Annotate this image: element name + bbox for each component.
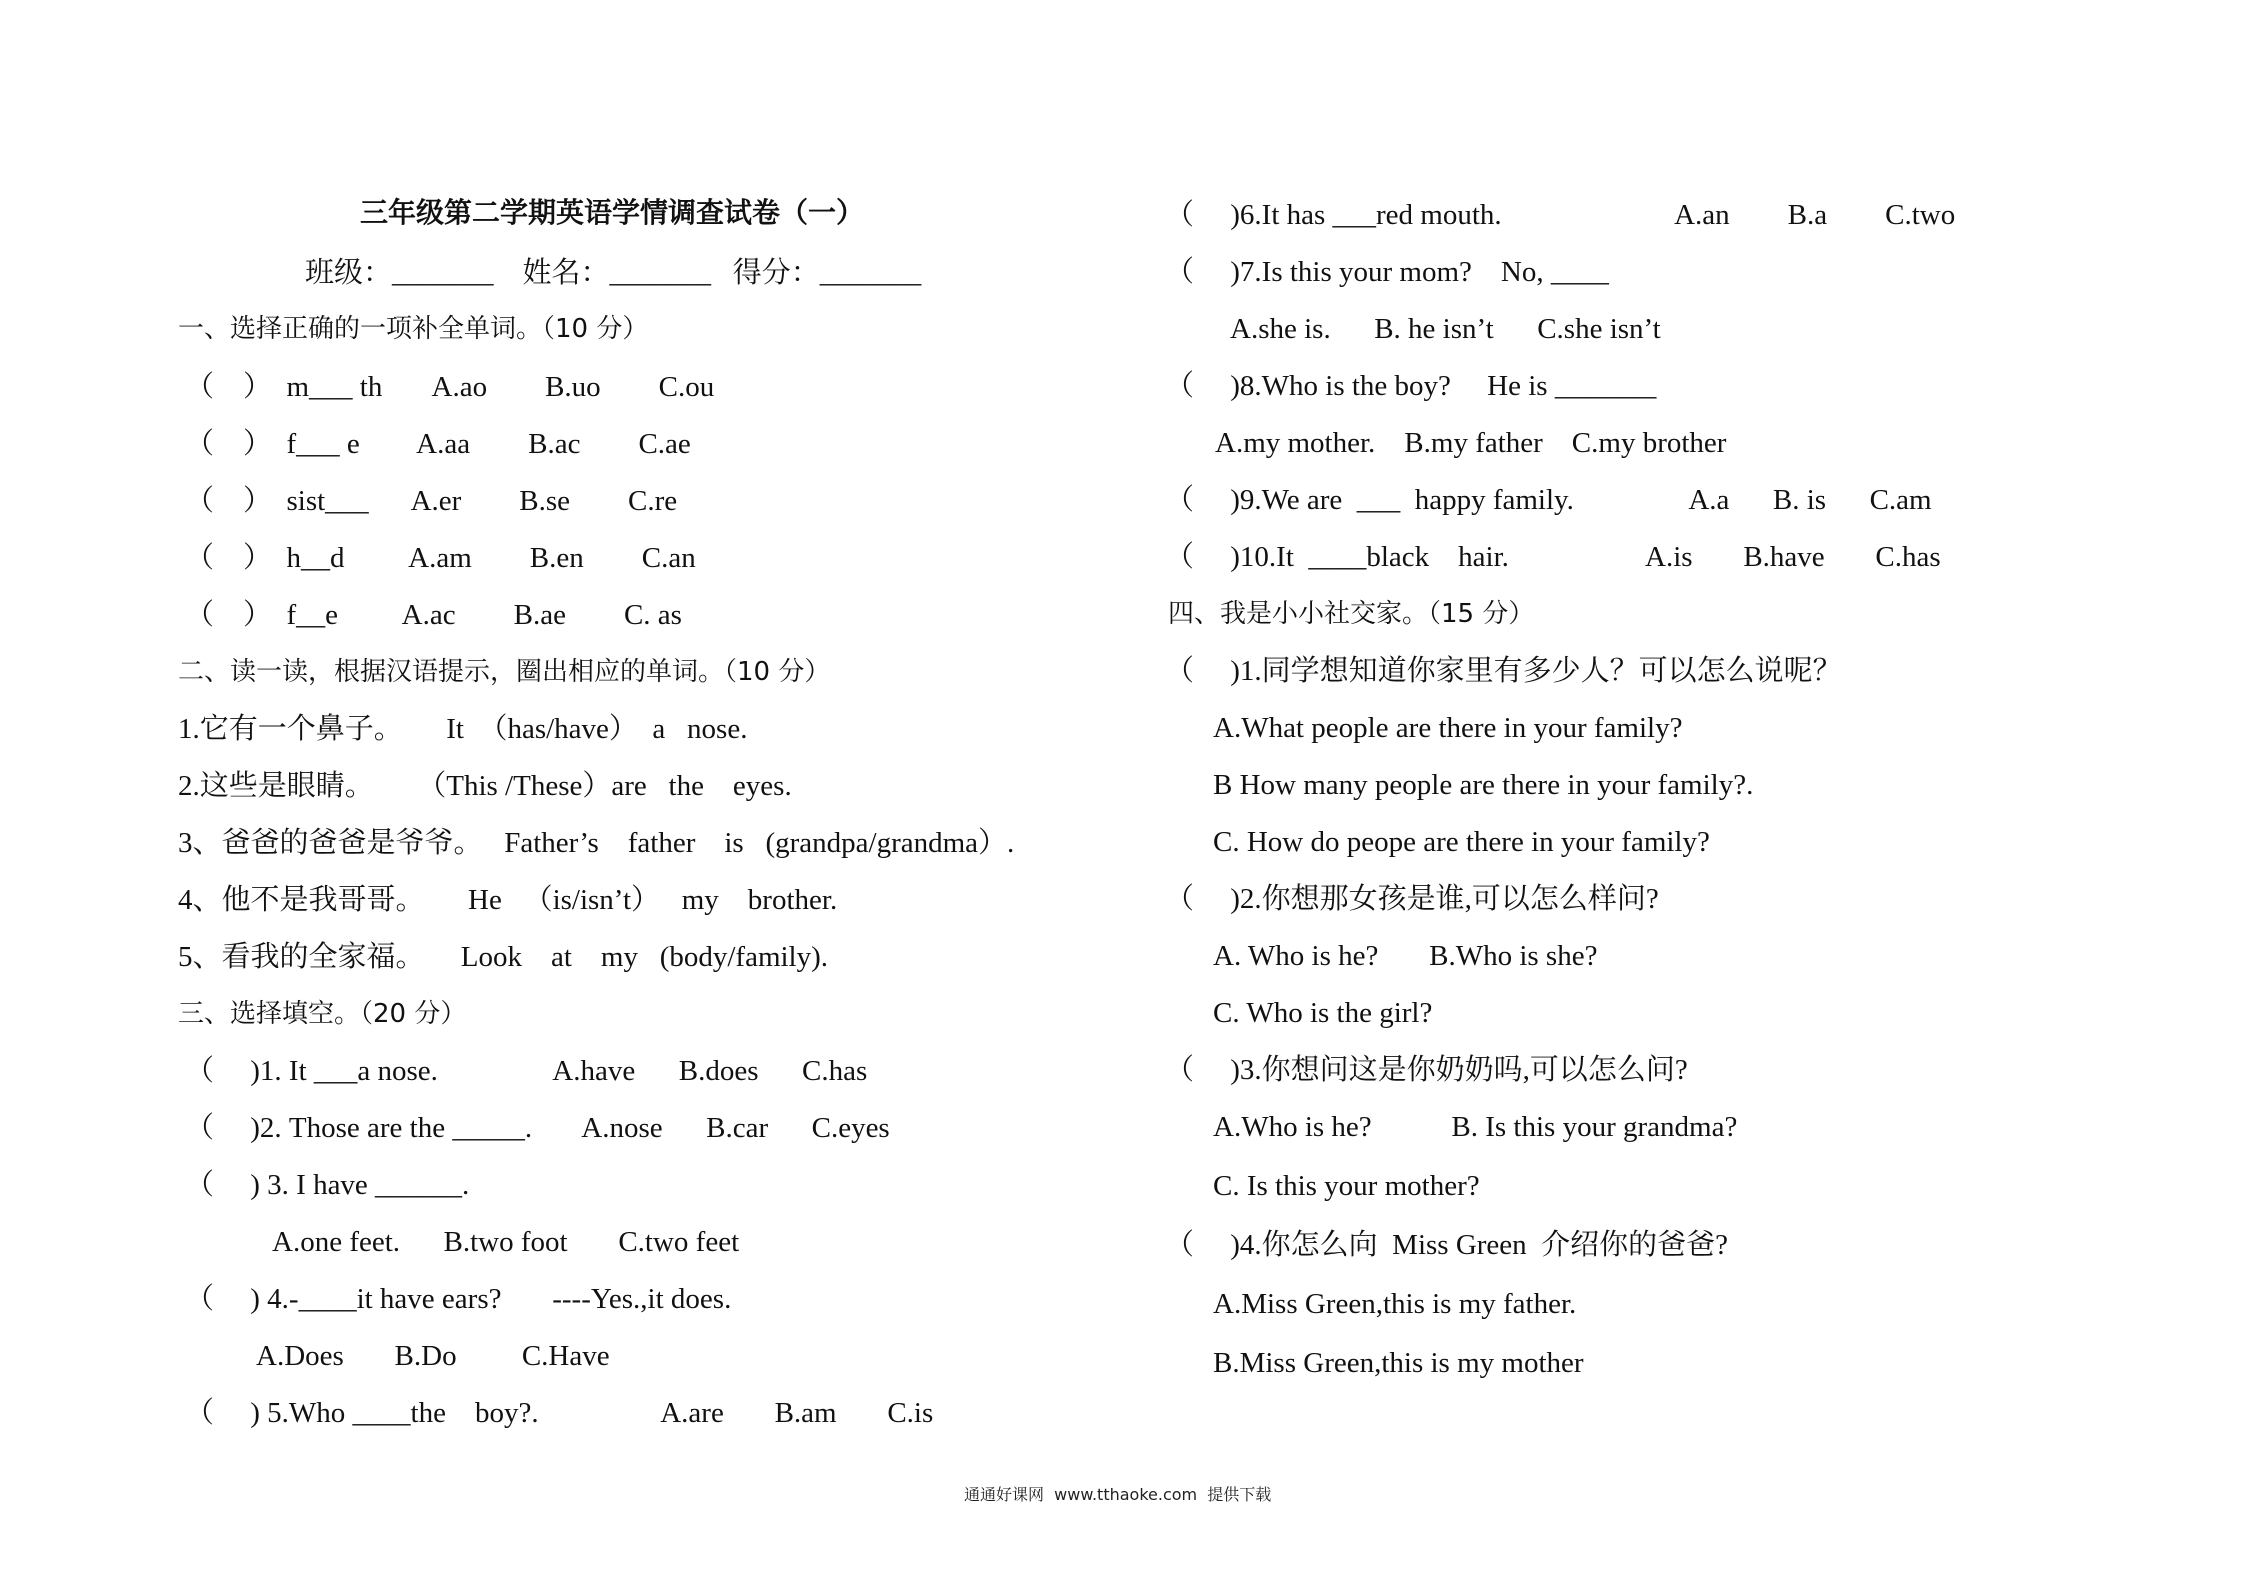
question-item: （ )10.It ____black hair. A.is B.have C.has [1165,541,1941,573]
question-item: （ ） f___ e A.aa B.ac C.ae [185,428,691,460]
section1-heading: 一、选择正确的一项补全单词。（10 分） [178,314,649,344]
question-item: （ ） h__d A.am B.en C.an [185,542,696,574]
question-item: （ )9.We are ___ happy family. A.a B. is C.am [1165,484,1932,516]
question-item: （ ) 3. I have ______. [185,1169,470,1201]
question-item: （ )1. It ___a nose. A.have B.does C.has [185,1055,868,1087]
answer-options: A.my mother. B.my father C.my brother [1215,427,1727,459]
question-item: 2.这些是眼睛。 （This /These）are the eyes. [178,770,792,802]
answer-option: B.Miss Green,this is my mother [1213,1347,1584,1379]
student-info-fields: 班级：_______ 姓名：_______ 得分：_______ [305,257,922,289]
question-item: （ ) 4.-____it have ears? ----Yes.,it does. [185,1283,732,1315]
question-item: 5、看我的全家福。 Look at my (body/family). [178,941,829,973]
answer-options: A.one feet. B.two foot C.two feet [272,1226,740,1258]
answer-option: C. Who is the girl? [1213,997,1433,1029]
question-item: 3、爸爸的爸爸是爷爷。 Father’s father is (grandpa/grandma）. [178,827,1015,859]
section4-heading: 四、我是小小社交家。（15 分） [1168,599,1535,629]
answer-option: B How many people are there in your family?. [1213,769,1754,801]
question-item: （ )4.你怎么向 Miss Green 介绍你的爸爸? [1165,1229,1729,1261]
question-item: （ ) 5.Who ____the boy?. A.are B.am C.is [185,1397,934,1429]
question-item: 4、他不是我哥哥。 He （is/isn’t） my brother. [178,884,838,916]
question-item: （ )8.Who is the boy? He is _______ [1165,370,1657,402]
question-item: 1.它有一个鼻子。 It （has/have） a nose. [178,713,748,745]
question-item: （ ） sist___ A.er B.se C.re [185,485,678,517]
answer-options: A.Does B.Do C.Have [256,1340,610,1372]
question-item: （ )6.It has ___red mouth. A.an B.a C.two [1165,199,1956,231]
footer-credit: 通通好课网 www.tthaoke.com 提供下载 [964,1485,1272,1504]
page-title: 三年级第二学期英语学情调查试卷（一） [360,196,865,229]
question-item: （ ） f__e A.ac B.ae C. as [185,599,682,631]
question-item: （ )2. Those are the _____. A.nose B.car C.eyes [185,1112,890,1144]
section2-heading: 二、读一读，根据汉语提示，圈出相应的单词。（10 分） [178,657,831,687]
question-item: （ )7.Is this your mom? No, ____ [1165,256,1609,288]
question-item: （ )3.你想问这是你奶奶吗,可以怎么问? [1165,1054,1688,1086]
answer-options: A. Who is he? B.Who is she? [1213,940,1598,972]
section3-heading: 三、选择填空。（20 分） [178,999,467,1029]
answer-option: A.Miss Green,this is my father. [1213,1288,1577,1320]
answer-options: A.Who is he? B. Is this your grandma? [1213,1111,1738,1143]
answer-option: C. Is this your mother? [1213,1170,1480,1202]
question-item: （ )1.同学想知道你家里有多少人？可以怎么说呢？ [1165,655,1842,687]
answer-option: A.What people are there in your family? [1213,712,1683,744]
question-item: （ ） m___ th A.ao B.uo C.ou [185,371,715,403]
answer-option: C. How do peope are there in your family? [1213,826,1710,858]
question-item: （ )2.你想那女孩是谁,可以怎么样问? [1165,883,1659,915]
answer-options: A.she is. B. he isn’t C.she isn’t [1230,313,1661,345]
